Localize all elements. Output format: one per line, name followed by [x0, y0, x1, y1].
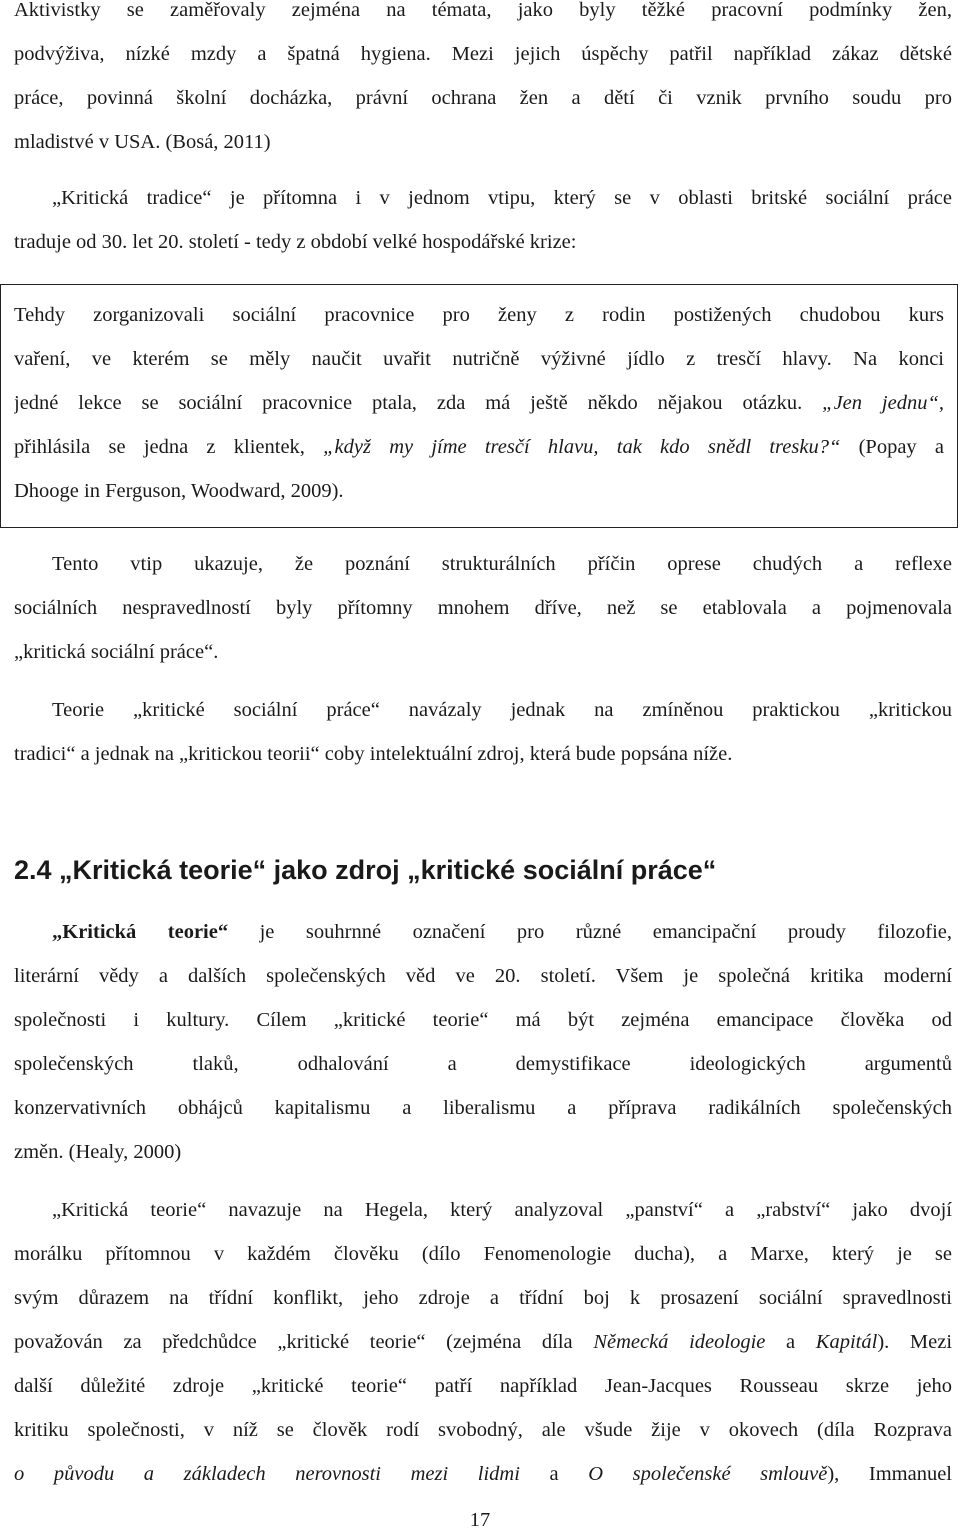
work-title: Německá ideologie — [593, 1331, 766, 1353]
text-line: další důležité zdroje „kritické teorie“ patří například Jean-Jacques Rousseau skrze jeho — [14, 1375, 952, 1397]
text-run: a — [549, 1463, 559, 1485]
text-line: vaření, ve kterém se měly naučit uvařit nutričně výživné jídlo z tresčí hlavy. Na konci — [14, 348, 944, 370]
text-line: „Kritická teorie“ navazuje na Hegela, který analyzoval „panství“ a „rabství“ jako dvojí — [52, 1199, 952, 1221]
text-line: svým důrazem na třídní konflikt, jeho zdroje a třídní boj k prosazení sociální spravedlnosti — [14, 1287, 952, 1309]
quote-italic: „Jen jednu“, — [822, 392, 944, 414]
joke-note-paragraph — [14, 542, 952, 674]
text-line — [14, 425, 944, 469]
text-line — [14, 381, 944, 425]
text-line: mladistvé v USA. (Bosá, 2011) — [14, 131, 271, 153]
tradition-paragraph — [14, 176, 952, 264]
text-run: je souhrnné označení pro různé emancipační proudy filozofie, — [259, 921, 952, 943]
text-run: přihlásila se jedna z klientek, — [14, 436, 305, 458]
work-title: o původu a základech nerovnosti mezi lidmi — [14, 1463, 520, 1485]
text-run: považován za předchůdce „kritické teorie“ (zejména díla — [14, 1331, 573, 1353]
text-line — [14, 1320, 952, 1364]
text-line: Tento vtip ukazuje, že poznání strukturálních příčin oprese chudých a reflexe — [52, 553, 952, 575]
quote-italic: „když my jíme tresčí hlavu, tak kdo snědl tresku?“ — [323, 436, 841, 458]
text-line: sociálních nespravedlností byly přítomny mnohem dříve, než se etablovala a pojmenovala — [14, 597, 952, 619]
page-number: 17 — [469, 1509, 491, 1531]
text-run: jedné lekce se sociální pracovnice ptala, zda má ještě někdo nějakou otázku. — [14, 392, 803, 414]
critical-theory-paragraph — [14, 910, 952, 1174]
theory-note-paragraph — [14, 688, 952, 776]
text-line: práce, povinná školní docházka, právní ochrana žen a dětí či vznik prvního soudu pro — [14, 87, 952, 109]
text-line: „kritická sociální práce“. — [14, 641, 219, 663]
text-line — [14, 1452, 952, 1496]
text-line: společnosti i kultury. Cílem „kritické teorie“ má být zejména emancipace člověka od — [14, 1009, 952, 1031]
text-run: ), Immanuel — [827, 1463, 952, 1485]
text-line: společenských tlaků, odhalování a demystifikace ideologických argumentů — [14, 1053, 952, 1075]
text-line: Aktivistky se zaměřovaly zejména na témata, jako byly těžké pracovní podmínky žen, — [14, 0, 952, 21]
work-title: O společenské smlouvě — [588, 1463, 828, 1485]
text-line: konzervativních obhájců kapitalismu a liberalismu a příprava radikálních společenských — [14, 1097, 952, 1119]
text-line: změn. (Healy, 2000) — [14, 1141, 182, 1163]
text-line: traduje od 30. let 20. století - tedy z období velké hospodářské krize: — [14, 231, 577, 253]
text-run: a — [786, 1331, 796, 1353]
text-line: tradici“ a jednak na „kritickou teorii“ coby intelektuální zdroj, která bude popsána níže. — [14, 743, 733, 765]
quote-text — [14, 293, 944, 513]
text-line — [14, 910, 952, 954]
quote-box — [0, 284, 958, 528]
hegel-paragraph — [14, 1188, 952, 1496]
text-run: ). Mezi — [877, 1331, 952, 1353]
text-line: kritiku společnosti, v níž se člověk rodí svobodný, ale všude žije v okovech (díla Rozprava — [14, 1419, 952, 1441]
text-line: morálku přítomnou v každém člověku (dílo Fenomenologie ducha), a Marxe, který je se — [14, 1243, 952, 1265]
text-line: Dhooge in Ferguson, Woodward, 2009). — [14, 480, 344, 502]
text-line: podvýživa, nízké mzdy a špatná hygiena. Mezi jejich úspěchy patřil například zákaz dětské — [14, 43, 952, 65]
text-line: Teorie „kritické sociální práce“ navázaly jednak na zmíněnou praktickou „kritickou — [52, 699, 952, 721]
intro-paragraph — [14, 0, 952, 164]
section-heading: 2.4 „Kritická teorie“ jako zdroj „kritické sociální práce“ — [14, 855, 717, 885]
text-line: Tehdy zorganizovali sociální pracovnice pro ženy z rodin postižených chudobou kurs — [14, 304, 944, 326]
text-line: literární vědy a dalších společenských věd ve 20. století. Všem je společná kritika moderní — [14, 965, 952, 987]
text-run: (Popay a — [858, 436, 944, 458]
work-title: Kapitál — [815, 1331, 878, 1353]
text-line: „Kritická tradice“ je přítomna i v jednom vtipu, který se v oblasti britské sociální práce — [52, 187, 952, 209]
bold-term: „Kritická teorie“ — [52, 921, 229, 943]
